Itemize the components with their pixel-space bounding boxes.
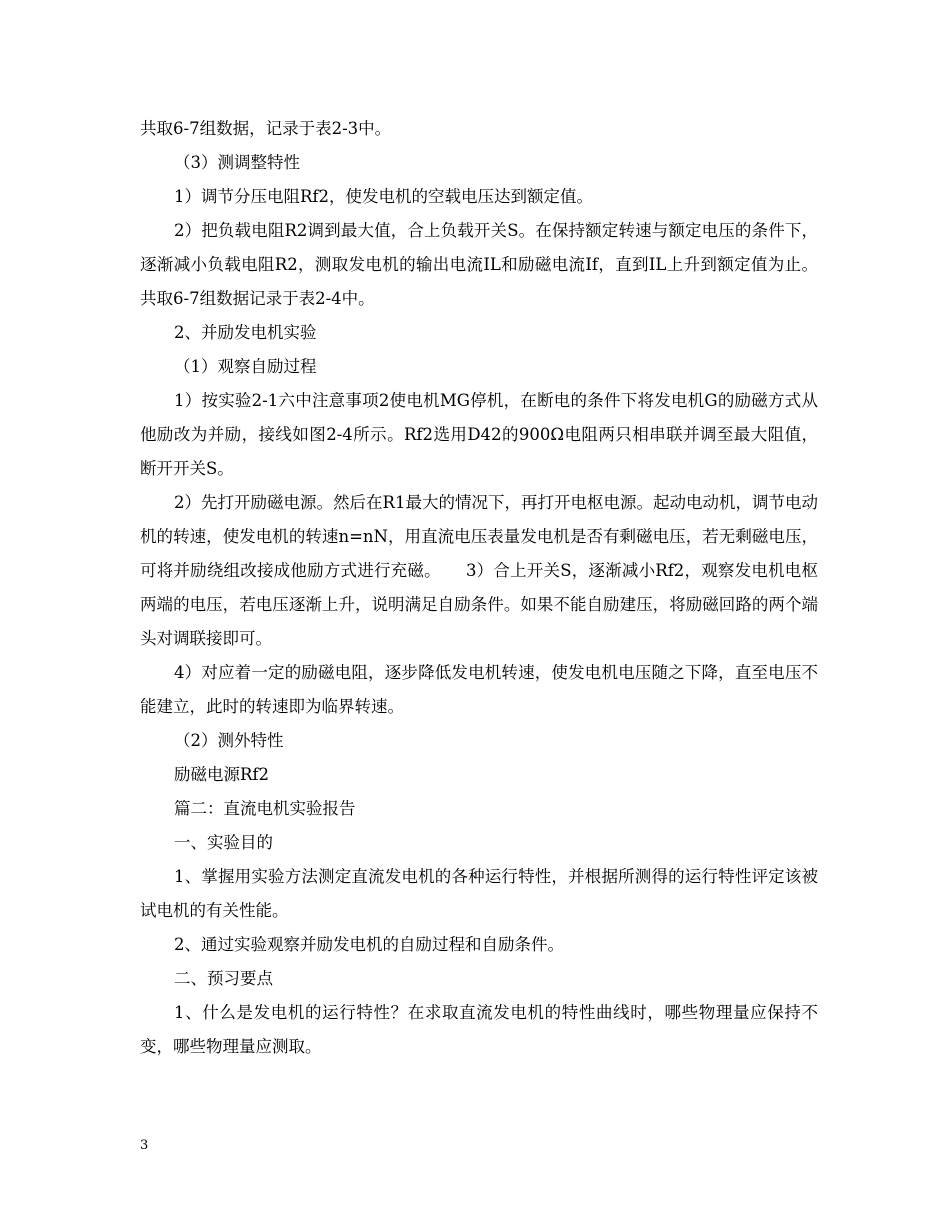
paragraph: 4）对应着一定的励磁电阻，逐步降低发电机转速，使发电机电压随之下降，直至电压不能建立，此时的转速即为临界转速。 — [140, 663, 818, 716]
paragraph: 共取6-7组数据，记录于表2-3中。 — [140, 119, 392, 138]
paragraph: 励磁电源Rf2 — [174, 765, 270, 784]
document-body — [140, 112, 818, 1064]
paragraph: 2、通过实验观察并励发电机的自励过程和自励条件。 — [174, 935, 564, 954]
paragraph: 1）调节分压电阻Rf2，使发电机的空载电压达到额定值。 — [174, 187, 594, 206]
paragraph: （3）测调整特性 — [174, 153, 300, 172]
paragraph: 2）把负载电阻R2调到最大值，合上负载开关S。在保持额定转速与额定电压的条件下，逐渐减小负载电阻R2，测取发电机的输出电流IL和励磁电流If，直到IL上升到额定值为止。共取6-7组数据记录于表2-4中。 — [140, 221, 818, 308]
page-number: 3 — [140, 1138, 149, 1153]
paragraph: 1）按实验2-1六中注意事项2使电机MG停机，在断电的条件下将发电机G的励磁方式从他励改为并励，接线如图2-4所示。Rf2选用D42的900Ω电阻两只相串联并调至最大阻值，断开开关S。 — [140, 391, 818, 478]
paragraph: 1、什么是发电机的运行特性？在求取直流发电机的特性曲线时，哪些物理量应保持不变，哪些物理量应测取。 — [140, 1003, 818, 1056]
section-heading: 2、并励发电机实验 — [174, 323, 317, 342]
paragraph: 1、掌握用实验方法测定直流发电机的各种运行特性，并根据所测得的运行特性评定该被试电机的有关性能。 — [140, 867, 818, 920]
section-heading: 一、实验目的 — [174, 833, 273, 852]
paragraph: 2）先打开励磁电源。然后在R1最大的情况下，再打开电枢电源。起动电动机，调节电动机的转速，使发电机的转速n=nN，用直流电压表量发电机是否有剩磁电压，若无剩磁电压，可将并励绕组改接成他励方式进行充磁。 3）合上开关S，逐渐减小Rf2，观察发电机电枢两端的电压，若电压逐渐上升，说明满足自励条件。如果不能自励建压，将励磁回路的两个端头对调联接即可。 — [140, 493, 818, 648]
subsection-heading: （2）测外特性 — [174, 731, 284, 750]
subsection-heading: （1）观察自励过程 — [174, 357, 317, 376]
chapter-heading: 篇二：直流电机实验报告 — [174, 799, 356, 818]
section-heading: 二、预习要点 — [174, 969, 273, 988]
